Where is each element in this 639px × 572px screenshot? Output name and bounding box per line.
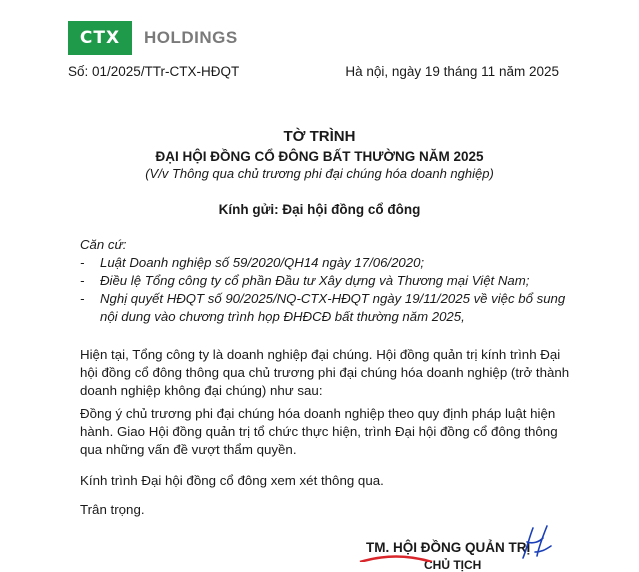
legal-basis [80,236,580,326]
company-logo [68,21,238,55]
document-title: TỜ TRÌNH [283,128,356,145]
document-regarding: (V/v Thông qua chủ trương phi đại chúng hóa doanh nghiệp) [145,166,494,181]
body-paragraph: Hiện tại, Tổng công ty là doanh nghiệp đại chúng. Hội đồng quản trị kính trình Đại hội đồng cổ đông thông qua chủ trương phi đại chúng hóa doanh nghiệp (trở thành doanh nghiệp không đại chúng) như sau: [80,347,570,398]
place-date: Hà nội, ngày 19 tháng 11 năm 2025 [345,64,559,79]
handwritten-signature [515,522,555,562]
document-subtitle: ĐẠI HỘI ĐỒNG CỔ ĐÔNG BẤT THƯỜNG NĂM 2025 [155,149,484,164]
legal-basis-item: - Điều lệ Tổng công ty cổ phần Đầu tư Xây dựng và Thương mại Việt Nam; [80,273,530,288]
legal-basis-item-text: Luật Doanh nghiệp số 59/2020/QH14 ngày 17/06/2020; [100,255,425,270]
recipient-line: Kính gửi: Đại hội đồng cổ đông [218,202,421,217]
logo-mark: CTX [68,21,132,55]
signer-position: CHỦ TỊCH [424,558,482,572]
logo-name: HOLDINGS [144,28,238,47]
legal-basis-item: - Luật Doanh nghiệp số 59/2020/QH14 ngày 17/06/2020; [80,255,425,270]
legal-basis-heading: Căn cứ: [80,237,127,252]
legal-basis-item: - Nghị quyết HĐQT số 90/2025/NQ-CTX-HĐQT ngày 19/11/2025 về việc bổ sung nội dung vào chương trình họp ĐHĐCĐ bất thường năm 2025, [80,290,580,326]
legal-basis-item-text: Điều lệ Tổng công ty cổ phần Đầu tư Xây dựng và Thương mại Việt Nam; [100,273,530,288]
closing-line: Trân trọng. [80,502,145,517]
signer-title: TM. HỘI ĐỒNG QUẢN TRỊ [366,540,531,555]
legal-basis-item-text: Nghị quyết HĐQT số 90/2025/NQ-CTX-HĐQT ngày 19/11/2025 về việc bổ sung nội dung vào chương trình họp ĐHĐCĐ bất thường năm 2025, [100,291,566,324]
stamp-seal [356,553,436,562]
document-number: Số: 01/2025/TTr-CTX-HĐQT [68,64,240,79]
body-paragraph: Đồng ý chủ trương phi đại chúng hóa doanh nghiệp theo quy định pháp luật hiện hành. Giao Hội đồng quản trị tổ chức thực hiện, trình Đại hội đồng cổ đông thông qua những vấn đề vượt thẩm quyền. [80,406,558,457]
body-paragraph: Kính trình Đại hội đồng cổ đông xem xét thông qua. [80,473,384,488]
